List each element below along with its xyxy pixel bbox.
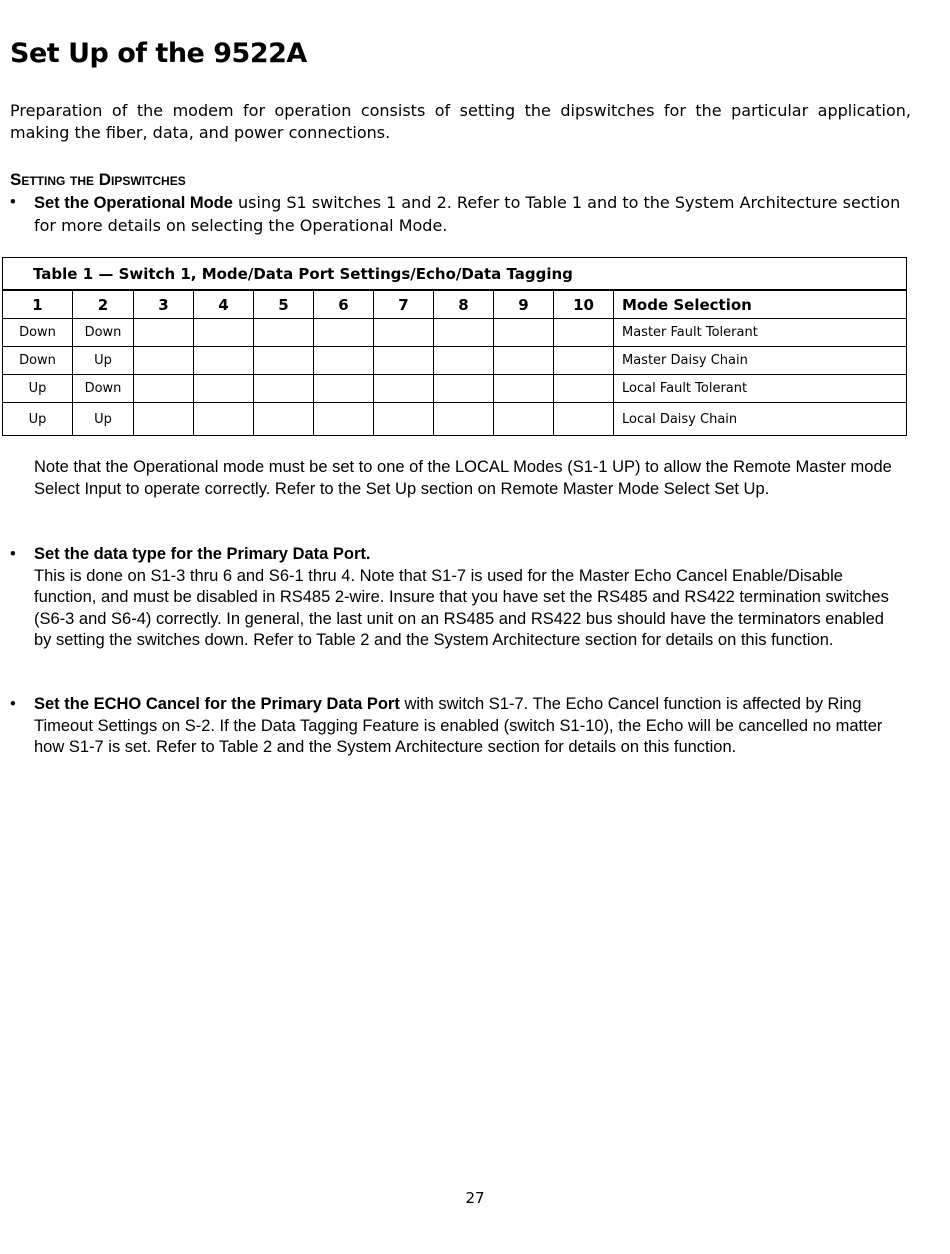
header-switch-4: 4: [194, 290, 254, 319]
cell-empty: [254, 319, 314, 347]
header-switch-8: 8: [434, 290, 494, 319]
cell-empty: [554, 319, 614, 347]
cell-empty: [434, 375, 494, 403]
page-number: 27: [465, 1189, 485, 1207]
header-switch-5: 5: [254, 290, 314, 319]
table-row: [3, 403, 907, 436]
bullet-body: [34, 694, 905, 759]
cell-switch-1: Up: [3, 375, 73, 403]
table-row: [3, 319, 907, 347]
bullet-marker: •: [10, 193, 16, 211]
switch-settings-table: [2, 257, 907, 436]
page-title: Set Up of the 9522A: [10, 38, 307, 69]
cell-empty: [314, 347, 374, 375]
cell-empty: [494, 347, 554, 375]
cell-switch-2: Down: [73, 319, 134, 347]
bullet-data-type: [10, 544, 905, 652]
table-row: [3, 375, 907, 403]
header-mode-selection: Mode Selection: [614, 290, 907, 319]
cell-empty: [374, 403, 434, 436]
header-switch-3: 3: [134, 290, 194, 319]
cell-switch-2: Up: [73, 347, 134, 375]
cell-switch-2: Up: [73, 403, 134, 436]
table-caption-row: [3, 258, 907, 291]
cell-empty: [254, 403, 314, 436]
cell-switch-1: Up: [3, 403, 73, 436]
cell-empty: [134, 347, 194, 375]
bullet-text: using S1 switches 1 and 2. Refer to Table 1 and to the System Architecture section for more details on selecting the Operational Mode.: [34, 193, 901, 235]
header-switch-6: 6: [314, 290, 374, 319]
header-switch-10: 10: [554, 290, 614, 319]
header-switch-2: 2: [73, 290, 134, 319]
cell-empty: [374, 375, 434, 403]
cell-empty: [554, 375, 614, 403]
cell-mode: Local Daisy Chain: [614, 403, 907, 436]
cell-empty: [314, 375, 374, 403]
cell-empty: [134, 375, 194, 403]
bullet-operational-mode: [10, 192, 905, 237]
operational-mode-note: Note that the Operational mode must be set to one of the LOCAL Modes (S1-1 UP) to allow the Remote Master mode Select Input to operate correctly. Refer to the Set Up section on Remote Master Mode Select Set Up.: [34, 458, 892, 498]
cell-empty: [554, 347, 614, 375]
cell-switch-2: Down: [73, 375, 134, 403]
cell-empty: [494, 319, 554, 347]
table-caption: Table 1 — Switch 1, Mode/Data Port Settings/Echo/Data Tagging: [3, 258, 907, 291]
bullet-marker: •: [10, 695, 16, 713]
bullet-body: [34, 192, 905, 237]
cell-switch-1: Down: [3, 347, 73, 375]
cell-empty: [134, 319, 194, 347]
cell-empty: [374, 319, 434, 347]
bullet-lead: Set the Operational Mode: [34, 194, 233, 212]
header-switch-7: 7: [374, 290, 434, 319]
cell-empty: [194, 347, 254, 375]
cell-mode: Master Daisy Chain: [614, 347, 907, 375]
cell-empty: [194, 403, 254, 436]
cell-empty: [494, 375, 554, 403]
cell-switch-1: Down: [3, 319, 73, 347]
cell-empty: [134, 403, 194, 436]
header-switch-9: 9: [494, 290, 554, 319]
cell-mode: Master Fault Tolerant: [614, 319, 907, 347]
cell-empty: [254, 375, 314, 403]
section-heading: Setting the Dipswitches: [10, 170, 186, 189]
cell-empty: [554, 403, 614, 436]
cell-empty: [434, 403, 494, 436]
cell-empty: [434, 319, 494, 347]
cell-empty: [314, 403, 374, 436]
cell-empty: [434, 347, 494, 375]
cell-empty: [194, 375, 254, 403]
table-row: [3, 347, 907, 375]
bullet-echo-cancel: [10, 694, 905, 759]
intro-paragraph: Preparation of the modem for operation consists of setting the dipswitches for the particular application, making the fiber, data, and power connections.: [10, 101, 911, 142]
bullet-lead: Set the ECHO Cancel for the Primary Data Port: [34, 695, 400, 713]
table-header-row: [3, 290, 907, 319]
bullet-text: This is done on S1-3 thru 6 and S6-1 thru 4. Note that S1-7 is used for the Master Echo Cancel Enable/Disable function, and must be disabled in RS485 2-wire. Insure that you have set the RS485 and RS422 termination switches (S6-3 and S6-4) correctly. In general, the last unit on an RS485 and RS422 bus should have the terminators enabled by setting the switches down. Refer to Table 2 and the System Architecture section for details on this function.: [34, 566, 889, 649]
cell-empty: [374, 347, 434, 375]
bullet-text: with switch S1-7. The Echo Cancel function is affected by Ring Timeout Settings on S-2. If the Data Tagging Feature is enabled (switch S1-10), the Echo will be cancelled no matter how S1-7 is set. Refer to Table 2 and the System Architecture section for details on this function.: [34, 695, 883, 756]
cell-mode: Local Fault Tolerant: [614, 375, 907, 403]
cell-empty: [194, 319, 254, 347]
bullet-body: [34, 544, 905, 652]
bullet-marker: •: [10, 545, 16, 563]
cell-empty: [494, 403, 554, 436]
cell-empty: [314, 319, 374, 347]
header-switch-1: 1: [3, 290, 73, 319]
cell-empty: [254, 347, 314, 375]
bullet-lead: Set the data type for the Primary Data Port.: [34, 545, 371, 563]
